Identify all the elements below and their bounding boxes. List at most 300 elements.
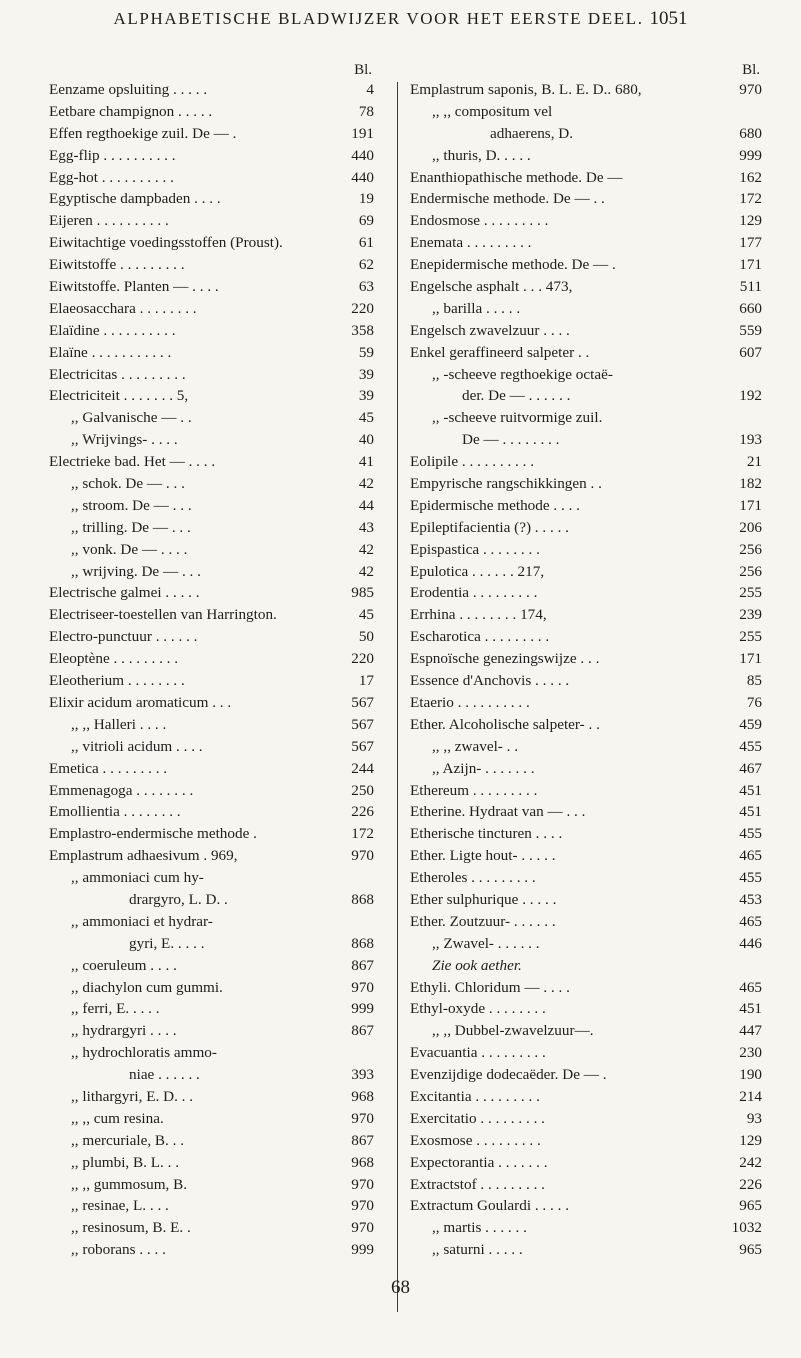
index-entry: [410, 801, 762, 823]
index-entry: [49, 1217, 374, 1239]
entry-term: der. De — . . . . . .: [462, 387, 571, 405]
index-entry: [410, 517, 762, 539]
index-entry: [49, 429, 374, 451]
index-entry: [410, 254, 762, 276]
entry-list: [49, 79, 374, 1261]
entry-page-number: 970: [351, 847, 374, 865]
entry-page-number: 567: [351, 715, 374, 733]
entry-page-number: 453: [739, 890, 762, 908]
entry-term: ,, ferri, E. . . . .: [71, 1000, 160, 1018]
entry-term: ,, ammoniaci et hydrar-: [71, 912, 213, 930]
entry-page-number: 76: [746, 693, 762, 711]
entry-term: Epileptifacientia (?) . . . . .: [410, 518, 569, 536]
entry-term: Epispastica . . . . . . . .: [410, 540, 540, 558]
index-entry: [410, 714, 762, 736]
entry-page-number: 447: [739, 1022, 762, 1040]
index-entry: [410, 604, 762, 626]
entry-page-number: 451: [739, 803, 762, 821]
index-entry: [410, 276, 762, 298]
entry-page-number: 69: [358, 212, 374, 230]
entry-page-number: 440: [351, 168, 374, 186]
entry-term: Empyrische rangschikkingen . .: [410, 475, 602, 493]
index-entry: [410, 123, 762, 145]
entry-term: Etherische tincturen . . . .: [410, 825, 563, 843]
entry-page-number: 172: [351, 825, 374, 843]
entry-page-number: 868: [351, 934, 374, 952]
index-entry: [410, 911, 762, 933]
index-entry: [49, 1130, 374, 1152]
index-entry: [49, 670, 374, 692]
entry-term: Electro-punctuur . . . . . .: [49, 628, 198, 646]
index-entry: [410, 1064, 762, 1086]
header-title: ALPHABETISCHE BLADWIJZER VOOR HET EERSTE DEEL.: [113, 9, 644, 28]
index-entry: [49, 998, 374, 1020]
entry-term: Enkel geraffineerd salpeter . .: [410, 343, 590, 361]
index-entry: [410, 692, 762, 714]
entry-page-number: 172: [739, 190, 762, 208]
entry-term: Extractstof . . . . . . . . .: [410, 1175, 545, 1193]
entry-page-number: 4: [366, 81, 374, 98]
entry-page-number: 970: [351, 1175, 374, 1193]
entry-term: Endermische methode. De — . .: [410, 190, 605, 208]
index-entry: [410, 780, 762, 802]
entry-term: ,, vonk. De — . . . .: [71, 540, 188, 558]
entry-page-number: 970: [351, 1197, 374, 1215]
entry-page-number: 446: [739, 934, 762, 952]
entry-page-number: 965: [739, 1197, 762, 1215]
index-entry: [410, 320, 762, 342]
entry-page-number: 214: [739, 1087, 762, 1105]
entry-page-number: 171: [739, 650, 762, 668]
entry-term: ,, hydrochloratis ammo-: [71, 1044, 217, 1062]
entry-term: Eiwitstoffe . . . . . . . . .: [49, 256, 185, 274]
index-entry: [49, 889, 374, 911]
entry-term: Evenzijdige dodecaëder. De — .: [410, 1066, 607, 1084]
entry-term: ,, plumbi, B. L. . .: [71, 1153, 180, 1171]
entry-term: Ether sulphurique . . . . .: [410, 890, 557, 908]
entry-page-number: 42: [358, 475, 374, 493]
index-entry: [49, 955, 374, 977]
index-entry: [49, 692, 374, 714]
index-entry: [49, 933, 374, 955]
entry-term: Eleotherium . . . . . . . .: [49, 672, 185, 690]
entry-term: Errhina . . . . . . . . 174,: [410, 606, 547, 624]
index-entry: [49, 648, 374, 670]
entry-term: Zie ook aether.: [432, 956, 522, 974]
entry-page-number: 40: [358, 431, 374, 449]
index-entry: [410, 823, 762, 845]
index-entry: [410, 79, 762, 101]
entry-page-number: 999: [351, 1000, 374, 1018]
index-entry: [49, 385, 374, 407]
entry-page-number: 559: [739, 321, 762, 339]
entry-term: ,, ammoniaci cum hy-: [71, 869, 204, 887]
entry-term: Ether. Zoutzuur- . . . . . .: [410, 912, 556, 930]
index-entry: [49, 780, 374, 802]
entry-term: Escharotica . . . . . . . . .: [410, 628, 550, 646]
index-entry: [49, 911, 374, 933]
entry-page-number: 17: [358, 672, 374, 690]
entry-term: Enanthiopathische methode. De —: [410, 168, 623, 186]
index-entry: [49, 1020, 374, 1042]
entry-term: Excitantia . . . . . . . . .: [410, 1087, 540, 1105]
entry-page-number: 42: [358, 540, 374, 558]
entry-page-number: 1032: [731, 1219, 762, 1237]
index-entry: [410, 1152, 762, 1174]
entry-page-number: 220: [351, 650, 374, 668]
entry-page-number: 45: [358, 409, 374, 427]
entry-page-number: 162: [739, 168, 762, 186]
entry-page-number: 42: [358, 562, 374, 580]
entry-page-number: 968: [351, 1153, 374, 1171]
entry-term: ,, Azijn- . . . . . . .: [432, 759, 535, 777]
index-entry: [49, 1239, 374, 1261]
entry-term: ,, -scheeve ruitvormige zuil.: [432, 409, 603, 427]
entry-term: Electrische galmei . . . . .: [49, 584, 200, 602]
entry-page-number: 226: [739, 1175, 762, 1193]
entry-page-number: 867: [351, 1131, 374, 1149]
entry-term: ,, ,, zwavel- . .: [432, 737, 519, 755]
entry-term: Electriseer-toestellen van Harrington.: [49, 606, 277, 624]
index-entry: [49, 276, 374, 298]
index-entry: [410, 845, 762, 867]
entry-page-number: 451: [739, 781, 762, 799]
index-entry: [410, 867, 762, 889]
entry-page-number: 230: [739, 1044, 762, 1062]
entry-term: ,, diachylon cum gummi.: [71, 978, 223, 996]
index-entry: [49, 845, 374, 867]
entry-page-number: 19: [358, 190, 374, 208]
index-entry: [410, 626, 762, 648]
entry-page-number: 867: [351, 956, 374, 974]
entry-term: ,, Zwavel- . . . . . .: [432, 934, 540, 952]
index-entry: [49, 1086, 374, 1108]
entry-page-number: 465: [739, 912, 762, 930]
index-entry: [49, 582, 374, 604]
entry-term: Elaïne . . . . . . . . . . .: [49, 343, 172, 361]
entry-term: Exosmose . . . . . . . . .: [410, 1131, 541, 1149]
index-entry: [49, 254, 374, 276]
entry-term: Elixir acidum aromaticum . . .: [49, 693, 232, 711]
entry-page-number: 226: [351, 803, 374, 821]
entry-term: ,, mercuriale, B. . .: [71, 1131, 185, 1149]
index-entry: [49, 79, 374, 101]
entry-term: Egyptische dampbaden . . . .: [49, 190, 221, 208]
entry-term: niae . . . . . .: [129, 1066, 200, 1084]
entry-term: Endosmose . . . . . . . . .: [410, 212, 549, 230]
index-entry: [410, 495, 762, 517]
index-entry: [49, 867, 374, 889]
entry-term: Erodentia . . . . . . . . .: [410, 584, 538, 602]
running-header: [0, 8, 801, 30]
entry-page-number: 660: [739, 299, 762, 317]
entry-page-number: 62: [358, 256, 374, 274]
index-entry: [410, 758, 762, 780]
index-entry: [49, 801, 374, 823]
entry-page-number: 44: [358, 496, 374, 514]
entry-page-number: 567: [351, 737, 374, 755]
entry-page-number: 459: [739, 715, 762, 733]
entry-term: Egg-flip . . . . . . . . . .: [49, 146, 176, 164]
entry-term: Emetica . . . . . . . . .: [49, 759, 168, 777]
index-entry: [410, 407, 762, 429]
entry-page-number: 607: [739, 343, 762, 361]
entry-page-number: 242: [739, 1153, 762, 1171]
index-entry: [49, 101, 374, 123]
entry-page-number: 465: [739, 978, 762, 996]
index-entry: [49, 1108, 374, 1130]
entry-term: ,, ,, compositum vel: [432, 102, 553, 120]
entry-term: Ether. Ligte hout- . . . . .: [410, 847, 556, 865]
entry-page-number: 220: [351, 299, 374, 317]
index-entry: [410, 539, 762, 561]
index-entry: [410, 670, 762, 692]
index-entry: [410, 998, 762, 1020]
index-entry: [49, 539, 374, 561]
index-entry: [49, 1195, 374, 1217]
entry-term: Eijeren . . . . . . . . . .: [49, 212, 169, 230]
entry-page-number: 455: [739, 869, 762, 887]
entry-term: Engelsche asphalt . . . 473,: [410, 278, 573, 296]
index-entry: [410, 561, 762, 583]
index-entry: [49, 495, 374, 517]
entry-term: Elaïdine . . . . . . . . . .: [49, 321, 176, 339]
index-entry: [49, 714, 374, 736]
index-entry: [410, 1042, 762, 1064]
entry-term: Eleoptène . . . . . . . . .: [49, 650, 179, 668]
index-column-right: [410, 62, 762, 1261]
entry-term: ,, hydrargyri . . . .: [71, 1022, 177, 1040]
entry-term: Emplastrum saponis, B. L. E. D.. 680,: [410, 81, 642, 98]
entry-term: drargyro, L. D. .: [129, 890, 228, 908]
index-entry: [49, 364, 374, 386]
index-entry: [410, 1217, 762, 1239]
index-entry: [410, 1174, 762, 1196]
index-entry: [49, 473, 374, 495]
entry-term: Egg-hot . . . . . . . . . .: [49, 168, 174, 186]
index-entry: [410, 145, 762, 167]
entry-term: Eetbare champignon . . . . .: [49, 102, 213, 120]
entry-term: Etherine. Hydraat van — . . .: [410, 803, 586, 821]
entry-page-number: 867: [351, 1022, 374, 1040]
index-entry: [49, 1174, 374, 1196]
index-entry: [49, 561, 374, 583]
entry-term: Electrieke bad. Het — . . . .: [49, 453, 216, 471]
entry-term: ,, -scheeve regthoekige octaë-: [432, 365, 613, 383]
entry-page-number: 206: [739, 518, 762, 536]
entry-page-number: 255: [739, 628, 762, 646]
entry-term: Ethyli. Chloridum — . . . .: [410, 978, 570, 996]
entry-page-number: 358: [351, 321, 374, 339]
index-entry: [410, 1239, 762, 1261]
entry-page-number: 239: [739, 606, 762, 624]
entry-page-number: 868: [351, 890, 374, 908]
entry-list: [410, 79, 762, 1261]
entry-term: ,, resinosum, B. E. .: [71, 1219, 191, 1237]
sheet-signature: 68: [391, 1277, 410, 1298]
entry-page-number: 451: [739, 1000, 762, 1018]
entry-page-number: 85: [746, 672, 762, 690]
entry-term: ,, roborans . . . .: [71, 1241, 166, 1259]
entry-page-number: 63: [358, 278, 374, 296]
entry-term: Ethyl-oxyde . . . . . . . .: [410, 1000, 546, 1018]
index-entry: [49, 188, 374, 210]
entry-page-number: 455: [739, 825, 762, 843]
entry-term: ,, ,, Dubbel-zwavelzuur—.: [432, 1022, 594, 1040]
entry-page-number: 256: [739, 540, 762, 558]
entry-term: Epulotica . . . . . . 217,: [410, 562, 545, 580]
entry-term: Ether. Alcoholische salpeter- . .: [410, 715, 600, 733]
entry-term: ,, martis . . . . . .: [432, 1219, 527, 1237]
entry-term: Exercitatio . . . . . . . . .: [410, 1109, 545, 1127]
index-entry: [410, 429, 762, 451]
index-entry: [410, 955, 762, 977]
entry-page-number: 39: [358, 387, 374, 405]
entry-term: Electriciteit . . . . . . . 5,: [49, 387, 189, 405]
index-entry: [410, 1130, 762, 1152]
entry-term: ,, barilla . . . . .: [432, 299, 521, 317]
column-heading-bl: Bl.: [354, 62, 372, 78]
entry-page-number: 970: [351, 1109, 374, 1127]
entry-term: ,, resinae, L. . . .: [71, 1197, 169, 1215]
index-entry: [49, 1152, 374, 1174]
index-entry: [410, 167, 762, 189]
index-entry: [410, 451, 762, 473]
index-entry: [49, 758, 374, 780]
entry-term: Engelsch zwavelzuur . . . .: [410, 321, 570, 339]
entry-page-number: 43: [358, 518, 374, 536]
entry-term: Enemata . . . . . . . . .: [410, 234, 532, 252]
entry-term: Eiwitstoffe. Planten — . . . .: [49, 278, 219, 296]
entry-page-number: 440: [351, 146, 374, 164]
index-entry: [49, 407, 374, 429]
entry-term: Epidermische methode . . . .: [410, 496, 580, 514]
entry-page-number: 129: [739, 212, 762, 230]
entry-page-number: 970: [739, 81, 762, 98]
entry-term: Elaeosacchara . . . . . . . .: [49, 299, 197, 317]
entry-term: ,, Wrijvings- . . . .: [71, 431, 178, 449]
entry-page-number: 968: [351, 1087, 374, 1105]
entry-page-number: 190: [739, 1066, 762, 1084]
entry-term: Emplastro-endermische methode .: [49, 825, 257, 843]
column-heading-bl: Bl.: [742, 62, 760, 78]
entry-term: ,, Galvanische — . .: [71, 409, 192, 427]
entry-term: ,, lithargyri, E. D. . .: [71, 1087, 194, 1105]
index-entry: [410, 933, 762, 955]
index-entry: [49, 1064, 374, 1086]
entry-term: ,, ,, Halleri . . . .: [71, 715, 167, 733]
entry-term: Etaerio . . . . . . . . . .: [410, 693, 530, 711]
entry-page-number: 970: [351, 1219, 374, 1237]
index-entry: [49, 977, 374, 999]
entry-page-number: 41: [358, 453, 374, 471]
entry-term: De — . . . . . . . .: [462, 431, 560, 449]
entry-page-number: 244: [351, 759, 374, 777]
entry-page-number: 465: [739, 847, 762, 865]
index-entry: [410, 232, 762, 254]
entry-term: Emplastrum adhaesivum . 969,: [49, 847, 238, 865]
entry-page-number: 511: [739, 278, 762, 296]
index-entry: [49, 342, 374, 364]
entry-page-number: 21: [746, 453, 762, 471]
index-entry: [49, 298, 374, 320]
column-divider: [397, 82, 398, 1312]
entry-page-number: 182: [739, 475, 762, 493]
entry-page-number: 965: [739, 1241, 762, 1259]
entry-term: Effen regthoekige zuil. De — .: [49, 124, 237, 142]
entry-term: Emollientia . . . . . . . .: [49, 803, 181, 821]
index-entry: [49, 626, 374, 648]
entry-term: ,, wrijving. De — . . .: [71, 562, 201, 580]
index-entry: [49, 232, 374, 254]
entry-term: Evacuantia . . . . . . . . .: [410, 1044, 546, 1062]
entry-term: Expectorantia . . . . . . .: [410, 1153, 548, 1171]
index-entry: [410, 648, 762, 670]
index-entry: [410, 364, 762, 386]
entry-term: Eenzame opsluiting . . . . .: [49, 81, 208, 98]
index-entry: [410, 473, 762, 495]
entry-term: adhaerens, D.: [490, 124, 574, 142]
entry-page-number: 45: [358, 606, 374, 624]
index-entry: [410, 1020, 762, 1042]
entry-page-number: 255: [739, 584, 762, 602]
index-entry: [49, 451, 374, 473]
entry-page-number: 191: [351, 124, 374, 142]
index-entry: [410, 1086, 762, 1108]
index-entry: [410, 736, 762, 758]
entry-page-number: 467: [739, 759, 762, 777]
index-entry: [410, 101, 762, 123]
entry-term: ,, ,, cum resina.: [71, 1109, 164, 1127]
entry-page-number: 393: [351, 1066, 374, 1084]
index-entry: [410, 188, 762, 210]
index-entry: [49, 823, 374, 845]
entry-page-number: 59: [358, 343, 374, 361]
index-entry: [410, 298, 762, 320]
entry-term: ,, coeruleum . . . .: [71, 956, 177, 974]
entry-term: Enepidermische methode. De — .: [410, 256, 616, 274]
entry-term: ,, stroom. De — . . .: [71, 496, 192, 514]
index-entry: [410, 342, 762, 364]
index-entry: [410, 210, 762, 232]
entry-page-number: 999: [739, 146, 762, 164]
entry-page-number: 680: [739, 124, 762, 142]
entry-term: Ethereum . . . . . . . . .: [410, 781, 538, 799]
entry-page-number: 985: [351, 584, 374, 602]
index-column-left: [49, 62, 374, 1261]
entry-page-number: 567: [351, 693, 374, 711]
entry-page-number: 61: [358, 234, 374, 252]
entry-term: ,, ,, gummosum, B.: [71, 1175, 188, 1193]
entry-page-number: 171: [739, 496, 762, 514]
index-entry: [49, 1042, 374, 1064]
index-entry: [49, 210, 374, 232]
entry-term: Extractum Goulardi . . . . .: [410, 1197, 570, 1215]
index-entry: [49, 736, 374, 758]
entry-term: ,, saturni . . . . .: [432, 1241, 523, 1259]
index-entry: [49, 145, 374, 167]
index-entry: [49, 604, 374, 626]
index-entry: [49, 320, 374, 342]
page-number: 1051: [649, 8, 688, 29]
entry-term: Etheroles . . . . . . . . .: [410, 869, 536, 887]
entry-page-number: 78: [358, 102, 374, 120]
entry-term: Emmenagoga . . . . . . . .: [49, 781, 194, 799]
entry-term: ,, thuris, D. . . . .: [432, 146, 531, 164]
entry-page-number: 171: [739, 256, 762, 274]
entry-term: Eolipile . . . . . . . . . .: [410, 453, 535, 471]
entry-page-number: 455: [739, 737, 762, 755]
